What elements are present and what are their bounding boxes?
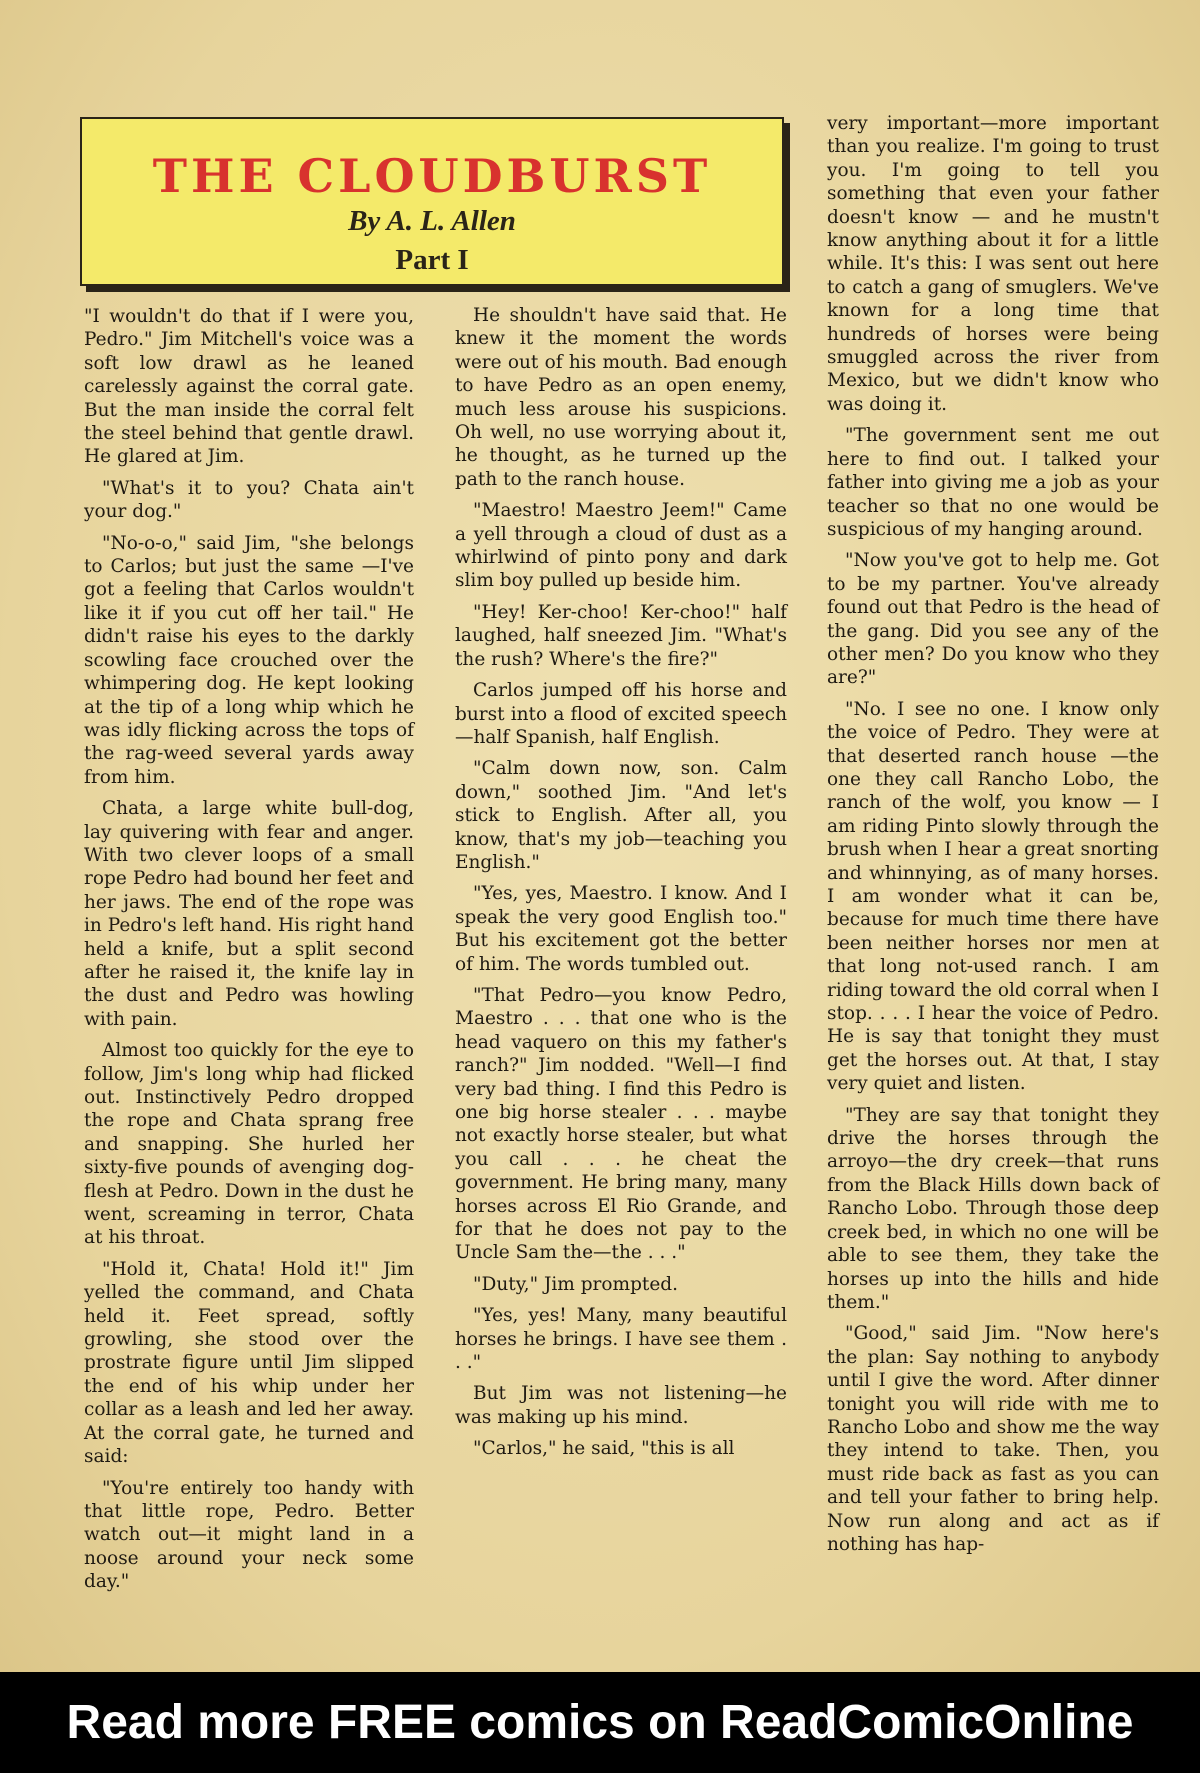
paragraph: "That Pedro—you know Pedro, Maestro . . . that one who is the head vaquero on this my father's ranch?" Jim nodded. "Well—I find very bad thing. I find this Pedro is one big horse stealer . . . maybe not exactly horse stealer, but what you call . . . he cheat the government. He bring many, many horses across El Rio Grande, and for that he does not pay to the Uncle Sam the—the . . .": [455, 984, 787, 1264]
paragraph: "No-o-o," said Jim, "she belongs to Carlos; but just the same —I've got a feeling that Carlos wouldn't like it if you cut off her tail." He didn't raise his eyes to the darkly scowling face crouched over the whimpering dog. He kept looking at the tip of a long whip which he was idly flicking across the tops of the rag-weed several yards away from him.: [84, 532, 414, 788]
paragraph: But Jim was not listening—he was making up his mind.: [455, 1383, 787, 1428]
paragraph: "You're entirely too handy with that little rope, Pedro. Better watch out—it might land in a noose around your neck some day.": [84, 1477, 414, 1593]
paragraph: "Now you've got to help me. Got to be my partner. You've already found out that Pedro is the head of the gang. Did you see any of the other men? Do you know who they are?": [827, 550, 1159, 689]
paragraph: Carlos jumped off his horse and burst into a flood of excited speech—half Spanish, half English.: [455, 680, 787, 748]
paragraph: "Calm down now, son. Calm down," soothed Jim. "And let's stick to English. After all, you know, that's my job—teaching you English.": [455, 758, 787, 873]
promo-banner-text: Read more FREE comics on ReadComicOnline: [66, 1696, 1134, 1749]
story-title-box: [80, 117, 784, 286]
story-part: Part I: [395, 244, 469, 276]
paragraph: "Good," said Jim. "Now here's the plan: Say nothing to anybody until I give the word. After dinner tonight you will ride with me to Rancho Lobo and show me the way they intend to take. Then, you must ride back as fast as you can and tell your father to bring help. Now run along and act as if nothing has hap-: [827, 1323, 1159, 1555]
paragraph: "The government sent me out here to find out. I talked your father into giving me a job as your teacher so that no one would be suspicious of my hanging around.: [827, 425, 1159, 540]
paragraph: "Maestro! Maestro Jeem!" Came a yell through a cloud of dust as a whirlwind of pinto pony and dark slim boy pulled up beside him.: [455, 500, 787, 592]
paragraph: "Yes, yes, Maestro. I know. And I speak the very good English too." But his excitement got the better of him. The words tumbled out.: [455, 883, 787, 975]
paragraph: very important—more important than you realize. I'm going to trust you. I'm going to tell you something that even your father doesn't know — and he mustn't know anything about it for a little while. It's this: I was sent out here to catch a gang of smuglers. We've known for a long time that hundreds of horses were being smuggled across the river from Mexico, but we didn't know who was doing it.: [827, 113, 1159, 415]
story-byline: By A. L. Allen: [348, 205, 516, 237]
paragraph: Chata, a large white bull-dog, lay quivering with fear and anger. With two clever loops of a small rope Pedro had bound her feet and her jaws. The end of the rope was in Pedro's left hand. His right hand held a knife, but a split second after he raised it, the knife lay in the dust and Pedro was howling with pain.: [84, 798, 415, 1030]
text-column-3: [827, 112, 1159, 1564]
paragraph: "Hey! Ker-choo! Ker-choo!" half laughed, half sneezed Jim. "What's the rush? Where's the fire?": [455, 601, 787, 670]
paragraph: Almost too quickly for the eye to follow, Jim's long whip had flicked out. Instinctively Pedro dropped the rope and Chata sprang free and snapping. She hurled her sixty-five pounds of avenging dog-flesh at Pedro. Down in the dust he went, screaming in terror, Chata at his throat.: [84, 1040, 414, 1249]
paragraph: He shouldn't have said that. He knew it the moment the words were out of his mouth. Bad enough to have Pedro as an open enemy, much less arouse his suspicions. Oh well, no use worrying about it, he thought, as he turned up the path to the ranch house.: [455, 305, 787, 490]
paragraph: "I wouldn't do that if I were you, Pedro." Jim Mitchell's voice was a soft low drawl as he leaned carelessly against the corral gate. But the man inside the corral felt the steel behind that gentle drawl. He glared at Jim.: [84, 306, 414, 468]
paragraph: "They are say that tonight they drive the horses through the arroyo—the dry creek—that runs from the Black Hills down back of Rancho Lobo. Through those deep creek bed, in which no one will be able to see them, they take the horses up into the hills and hide them.": [827, 1104, 1159, 1313]
paragraph: "Yes, yes! Many, many beautiful horses he brings. I have see them . . .": [455, 1305, 787, 1374]
promo-banner[interactable]: [0, 1672, 1200, 1773]
paragraph: "What's it to you? Chata ain't your dog.": [84, 477, 414, 523]
paragraph: "No. I see no one. I know only the voice of Pedro. They were at that deserted ranch house —the one they call Rancho Lobo, the ranch of the wolf, you know — I am riding Pinto slowly through the brush when I hear a great snorting and whinnying, as of many horses. I am wonder what it can be, because for much time there have been neither horses nor men at that long not-used ranch. I am riding toward the old corral when I stop. . . . I hear the voice of Pedro. He is say that tonight they must get the horses out. At that, I stay very quiet and listen.: [827, 698, 1159, 1095]
paragraph: "Hold it, Chata! Hold it!" Jim yelled the command, and Chata held it. Feet spread, softly growling, she stood over the prostrate figure until Jim slipped the end of his whip under her collar as a leash and led her away. At the corral gate, he turned and said:: [84, 1258, 414, 1468]
paragraph: "Carlos," he said, "this is all: [473, 1438, 735, 1460]
story-title: THE CLOUDBURST: [152, 149, 712, 203]
text-column-1: [84, 305, 414, 1602]
text-column-2: [455, 304, 787, 1469]
paragraph: "Duty," Jim prompted.: [473, 1273, 679, 1295]
